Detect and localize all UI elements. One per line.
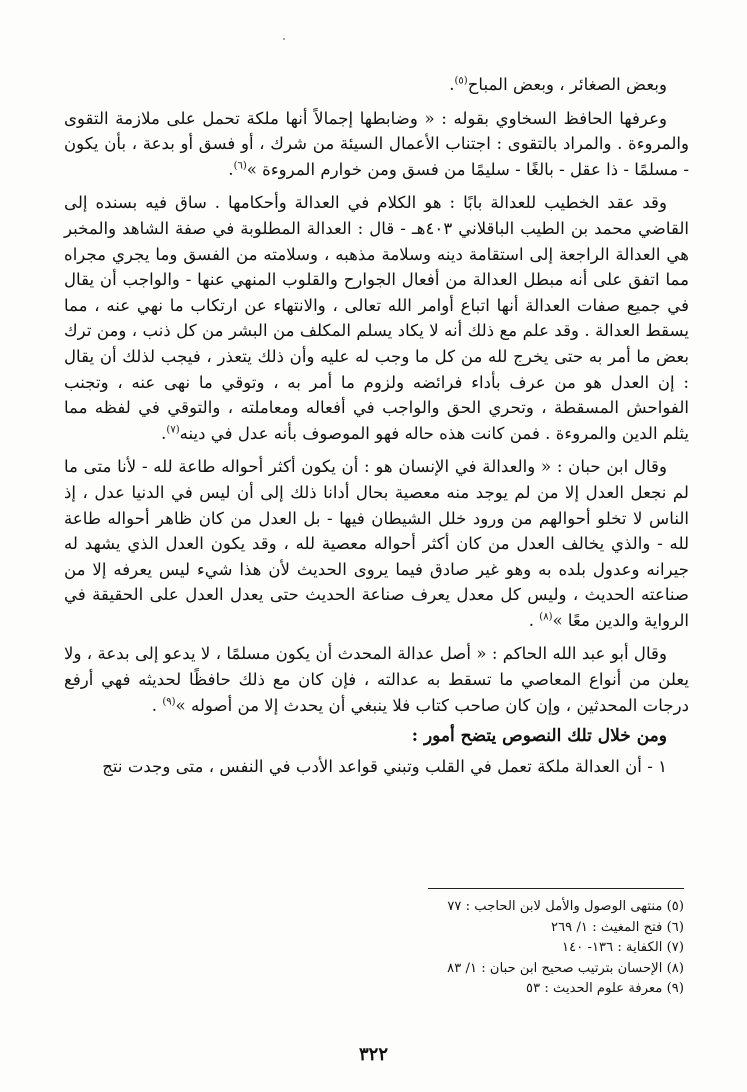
footnote-7: (٧) الكفاية : ١٣٦- ١٤٠ <box>562 940 684 955</box>
footnote-ref: (٨) <box>539 611 553 623</box>
footnote-ref: (٦) <box>233 160 247 172</box>
footnote-8: (٨) الإحسان بترتيب صحيح ابن حبان : ١/ ٨٣ <box>447 960 684 976</box>
section-heading: ومن خلال تلك النصوص يتضح أمور : <box>411 726 667 747</box>
footnote-ref: (٩) <box>162 696 176 708</box>
paragraph-end-punct: . <box>228 159 234 179</box>
footnote-ref: (٧) <box>166 424 180 436</box>
paragraph-text: وبعض الصغائر ، وبعض المباح <box>467 75 667 94</box>
page-number: ٣٢٢ <box>358 1044 388 1065</box>
paragraph-intro-line <box>64 72 689 98</box>
footnote-9: (٩) معرفة علوم الحديث : ٥٣ <box>526 981 684 996</box>
footnote-6: (٦) فتح المغيث : ١/ ٢٦٩ <box>551 919 684 935</box>
ink-speck <box>283 38 285 40</box>
paragraph-text: وقد عقد الخطيب للعدالة بابًا : هو الكلام في العدالة وأحكامها . ساق فيه بسنده إلى القاضي محمد بن الطيب الباقلاني ٤٠٣هـ - قال : العدالة المطلوبة في صفة الشاهد والمخبر هي العدالة الراجعة إلى استقامة دينه وسلامة مذهبه ، وسلامته من الفسق وما يجري مجراه مما اتفق على أنه مبطل العدالة من أفعال الجوارح والقلوب المنهي عنها - والواجب أن يقال في جميع صفات العدالة أنها اتباع أوامر الله تعالى ، والانتهاء عن ارتكاب ما نهي عنه ، مما يسقط العدالة . وقد علم مع ذلك أنه لا يكاد يسلم المكلف من البشر من كل ذنب ، ومن ترك بعض ما أمر به حتى يخرج لله من كل ما وجب له عليه وأن ذلك يتعذر ، فيجب لذلك أن يقال : إن العدل هو من عرف بأداء فرائضه ولزوم ما أمر به ، وتوقي ما نهى عنه ، وتجنب الفواحش المسقطة ، وتحري الحق والواجب في أفعاله ومعاملته ، والتوقي في لفظه مما يثلم الدين والمروءة . فمن كانت هذه حاله فهو الموصوف بأنه عدل في دينه <box>64 193 690 443</box>
list-item: ١ - أن العدالة ملكة تعمل في القلب وتبني قواعد الأدب في النفس ، متى وجدت نتج <box>102 756 667 776</box>
paragraph-end-punct: . <box>449 75 455 94</box>
footnote-5: (٥) منتهى الوصول والأمل لابن الحاجب : ٧٧ <box>447 899 684 914</box>
main-text <box>64 72 689 779</box>
paragraph-end-punct: . <box>528 610 540 630</box>
paragraph-text: وعرفها الحافظ السخاوي بقوله : « وضابطها إجمالاً أنها ملكة تحمل على ملازمة التقوى والمروءة . والمراد بالتقوى : اجتناب الأعمال السيئة من شرك ، أو فسق أو بدعة ، بأن يكون - مسلمًا - ذا عقل - بالغًا - سليمًا من فسق ومن خوارم المروءة » <box>64 108 689 179</box>
paragraph-sakhawi <box>64 106 689 183</box>
footnote-divider <box>428 888 684 889</box>
paragraph-end-punct: . <box>151 695 163 715</box>
paragraph-text: وقال ابن حبان : « والعدالة في الإنسان هو : أن يكون أكثر أحواله طاعة لله - لأنا متى ما لم نجعل العدل إلا من لم يوجد منه معصية بحال أدانا ذلك إلى أن ليس في الدنيا عدل ، إذ الناس لا تخلو أحوالهم من ورود خلل الشيطان فيها - بل العدل من كان ظاهر أحواله طاعة لله - والذي يخالف العدل من كان أكثر أحواله معصية لله ، وقد يكون العدل الذي يشهد له جيرانه وعدول بلده به وهو غير صادق فيما يروى الحديث لأن هذا شيء ليس يعرفه إلا من صناعته الحديث ، وليس كل معدل يعرف صناعة الحديث حتى يعدل العدل على الحقيقة في الرواية والدين معًا » <box>64 457 689 630</box>
paragraph-hakim <box>64 641 689 718</box>
footnote-ref: (٥) <box>454 75 468 87</box>
paragraph-end-punct: . <box>161 423 167 443</box>
paragraph-ibn-hibban <box>64 454 689 633</box>
footnotes <box>200 897 684 1000</box>
paragraph-text: وقال أبو عبد الله الحاكم : « أصل عدالة المحدث أن يكون مسلمًا ، لا يدعو إلى بدعة ، ولا يعلن من أنواع المعاصي ما تسقط به عدالته ، فإن كان مع ذلك حافظًا لحديثه فهي أرفع درجات المحدثين ، وإن كان صاحب كتاب فلا ينبغي أن يحدث إلا من أصوله » <box>64 644 689 715</box>
paragraph-khatib <box>64 190 689 446</box>
